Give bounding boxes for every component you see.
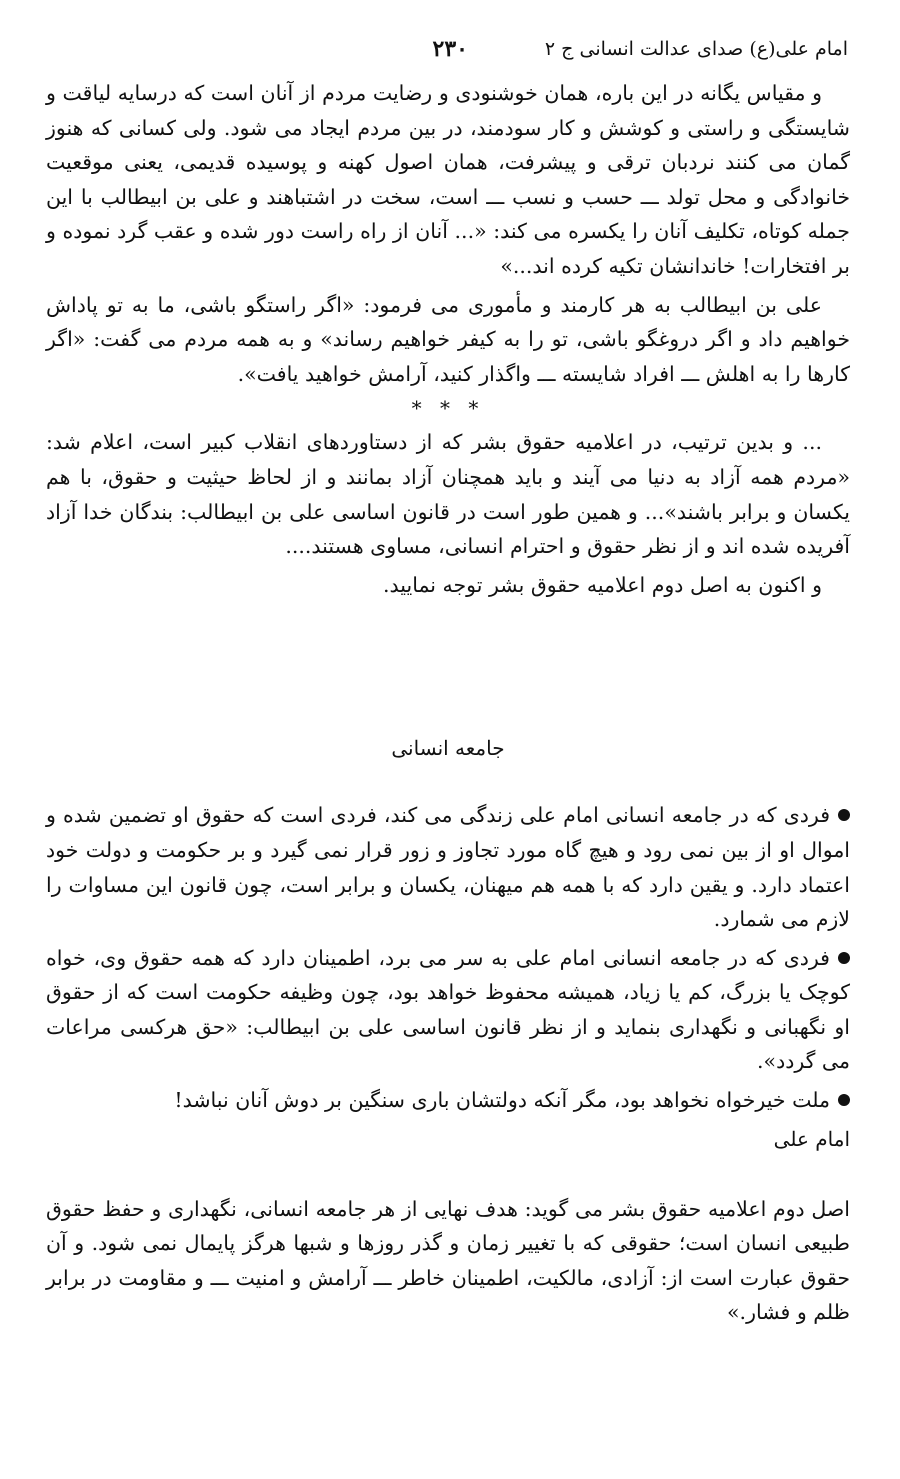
paragraph: اصل دوم اعلامیه حقوق بشر می گوید: هدف نهایی از هر جامعه انسانی، نگهداری و حفظ حقوق طبیعی انسان است؛ حقوقی که با تغییر زمان و گذر روزها و شبها هرگز پایمال نمی شود. و آن حقوق عبارت است از: آزادی، مالکیت، اطمینان خاطر ـــ آرامش و امنیت ـــ و مقاومت در برابر ظلم و فشار.» [46,1196,850,1325]
paragraph: ... و بدین ترتیب، در اعلامیه حقوق بشر که از دستاوردهای انقلاب کبیر است، اعلام شد: «مردم همه آزاد به دنیا می آیند و باید همچنان آزاد بمانند و از لحاظ حیثیت و حقوق، با هم یکسان و برابر باشند»... و همین طور است در قانون اساسی علی بن ابیطالب: بندگان خدا آزاد آفریده شده اند و از نظر حقوق و احترام انسانی، مساوی هستند.... [46,430,850,559]
bullet-item: ملت خیرخواه نخواهد بود، مگر آنکه دولتشان باری سنگین بر دوش آنان نباشد! [46,1083,850,1118]
paragraph: و اکنون به اصل دوم اعلامیه حقوق بشر توجه نمایید. [383,572,822,597]
bullet-item: فردی که در جامعه انسانی امام علی به سر می برد، اطمینان دارد که همه حقوق وی، خواه کوچک یا بزرگ، کم یا زیاد، همیشه محفوظ خواهد بود، چون وظیفه حکومت است که از حقوق او نگهبانی و نگهداری بنماید و از نظر قانون اساسی علی بن ابیطالب: «حق هرکسی مراعات می گردد». [46,941,850,1079]
section-body-1 [46,76,850,602]
running-title: امام علی(ع) صدای عدالت انسانی ج ۲ [544,38,848,60]
page-header [46,36,850,76]
paragraph: علی بن ابیطالب به هر کارمند و مأموری می فرمود: «اگر راستگو باشی، ما به تو پاداش خواهیم داد و اگر دروغگو باشی، تو را به کیفر خواهیم رساند» و به همه مردم می گفت: «اگر کارها را به اهلش ـــ افراد شایسته ـــ واگذار کنید، آرامش خواهید یافت». [46,292,850,386]
quote-attribution: امام علی [773,1126,850,1151]
section-separator: * * * [411,396,485,421]
paragraph: و مقیاس یگانه در این باره، همان خوشنودی و رضایت مردم از آنان است که درسایه لیاقت و شایستگی و راستی و کوشش و کار سودمند، در بین مردم ایجاد می شود. ولی کسانی که هنوز گمان می کنند نردبان ترقی و پیشرفت، همان اصول کهنه و پوسیده قدیمی، یعنی موقعیت خانوادگی و محل تولد ـــ حسب و نسب ـــ است، سخت در اشتباهند و علی بن ابیطالب با این جمله کوتاه، تکلیف آنان را یکسره می کند: «... آنان از راه راست دور شده و عقب گرد نموده و بر افتخارات! خاندانشان تکیه کرده اند...» [46,81,850,278]
section-heading: جامعه انسانی [391,736,505,761]
bullet-item: فردی که در جامعه انسانی امام علی زندگی می کند، فردی است که حقوق او تضمین شده و اموال او از بین نمی رود و هیچ گاه مورد تجاوز و زور قرار نمی گیرد و بر حکومت و دولت خود اعتماد دارد. و یقین دارد که با همه هم میهنان، یکسان و برابر است، چون قانون این مساوات را لازم می شمارد. [46,798,850,936]
section-body-2 [46,798,850,1330]
page-number: ۲۳۰ [432,36,468,62]
